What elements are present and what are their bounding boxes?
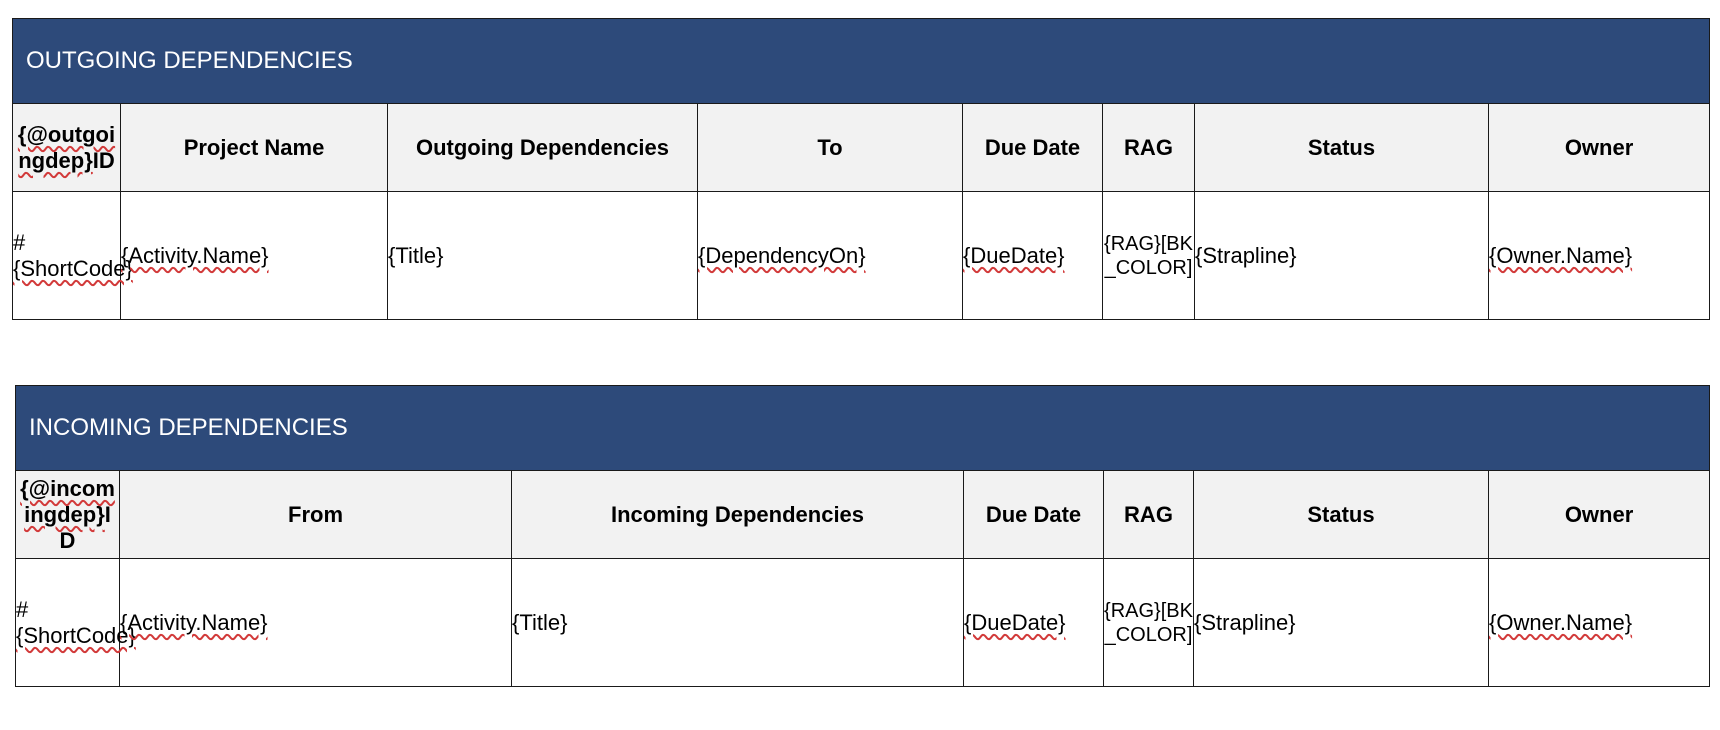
incoming-title-cell: {Title}: [512, 559, 964, 687]
outgoing-to-value: {DependencyOn}: [698, 242, 866, 268]
outgoing-owner-cell: [1489, 192, 1710, 320]
outgoing-owner-value: {Owner.Name}: [1489, 242, 1633, 268]
outgoing-title-cell: {Title}: [388, 192, 698, 320]
incoming-id-prefix: #: [16, 596, 29, 622]
incoming-owner-cell: [1489, 559, 1710, 687]
outgoing-id-prefix: #: [13, 229, 26, 255]
outgoing-rag-header: RAG: [1103, 104, 1195, 192]
incoming-status-cell: {Strapline}: [1194, 559, 1489, 687]
incoming-due-date-header: Due Date: [964, 471, 1104, 559]
incoming-table-title: INCOMING DEPENDENCIES: [16, 386, 1710, 471]
incoming-from-cell: [120, 559, 512, 687]
outgoing-id-header-suffix: ID: [92, 147, 115, 173]
table-row: [13, 192, 1710, 320]
incoming-due-date-value: {DueDate}: [964, 609, 1066, 635]
table-row: [16, 559, 1710, 687]
outgoing-dependencies-table: [12, 18, 1710, 320]
outgoing-id-value: {ShortCode}: [13, 255, 133, 281]
outgoing-project-name-value: {Activity.Name}: [121, 242, 269, 268]
outgoing-owner-header: Owner: [1489, 104, 1710, 192]
incoming-dependencies-table: [15, 385, 1710, 687]
incoming-id-header-tag: {@incomingdep}: [20, 475, 115, 527]
outgoing-id-header-tag: {@outgoingdep}: [17, 121, 116, 173]
outgoing-project-name-cell: [121, 192, 388, 320]
outgoing-dependencies-header: Outgoing Dependencies: [388, 104, 698, 192]
incoming-owner-header: Owner: [1489, 471, 1710, 559]
incoming-due-date-cell: [964, 559, 1104, 687]
outgoing-to-header: To: [698, 104, 963, 192]
outgoing-due-date-value: {DueDate}: [963, 242, 1065, 268]
incoming-rag-header: RAG: [1104, 471, 1194, 559]
outgoing-header-row: [13, 104, 1710, 192]
outgoing-to-cell: [698, 192, 963, 320]
incoming-from-header: From: [120, 471, 512, 559]
outgoing-rag-cell: {RAG}[BK_COLOR]: [1103, 192, 1195, 320]
incoming-owner-value: {Owner.Name}: [1489, 609, 1633, 635]
outgoing-status-cell: {Strapline}: [1195, 192, 1489, 320]
outgoing-id-header: [13, 104, 121, 192]
incoming-from-value: {Activity.Name}: [120, 609, 268, 635]
outgoing-due-date-cell: [963, 192, 1103, 320]
incoming-status-header: Status: [1194, 471, 1489, 559]
incoming-id-header-suffix: ID: [59, 501, 111, 553]
incoming-rag-cell: {RAG}[BK_COLOR]: [1104, 559, 1194, 687]
incoming-id-header: [16, 471, 120, 559]
incoming-id-value: {ShortCode}: [16, 622, 136, 648]
outgoing-id-cell: [13, 192, 133, 320]
outgoing-table-title: OUTGOING DEPENDENCIES: [13, 19, 1710, 104]
outgoing-due-date-header: Due Date: [963, 104, 1103, 192]
outgoing-project-name-header: Project Name: [121, 104, 388, 192]
outgoing-status-header: Status: [1195, 104, 1489, 192]
incoming-dependencies-header: Incoming Dependencies: [512, 471, 964, 559]
incoming-id-cell: [16, 559, 136, 687]
incoming-header-row: [16, 471, 1710, 559]
